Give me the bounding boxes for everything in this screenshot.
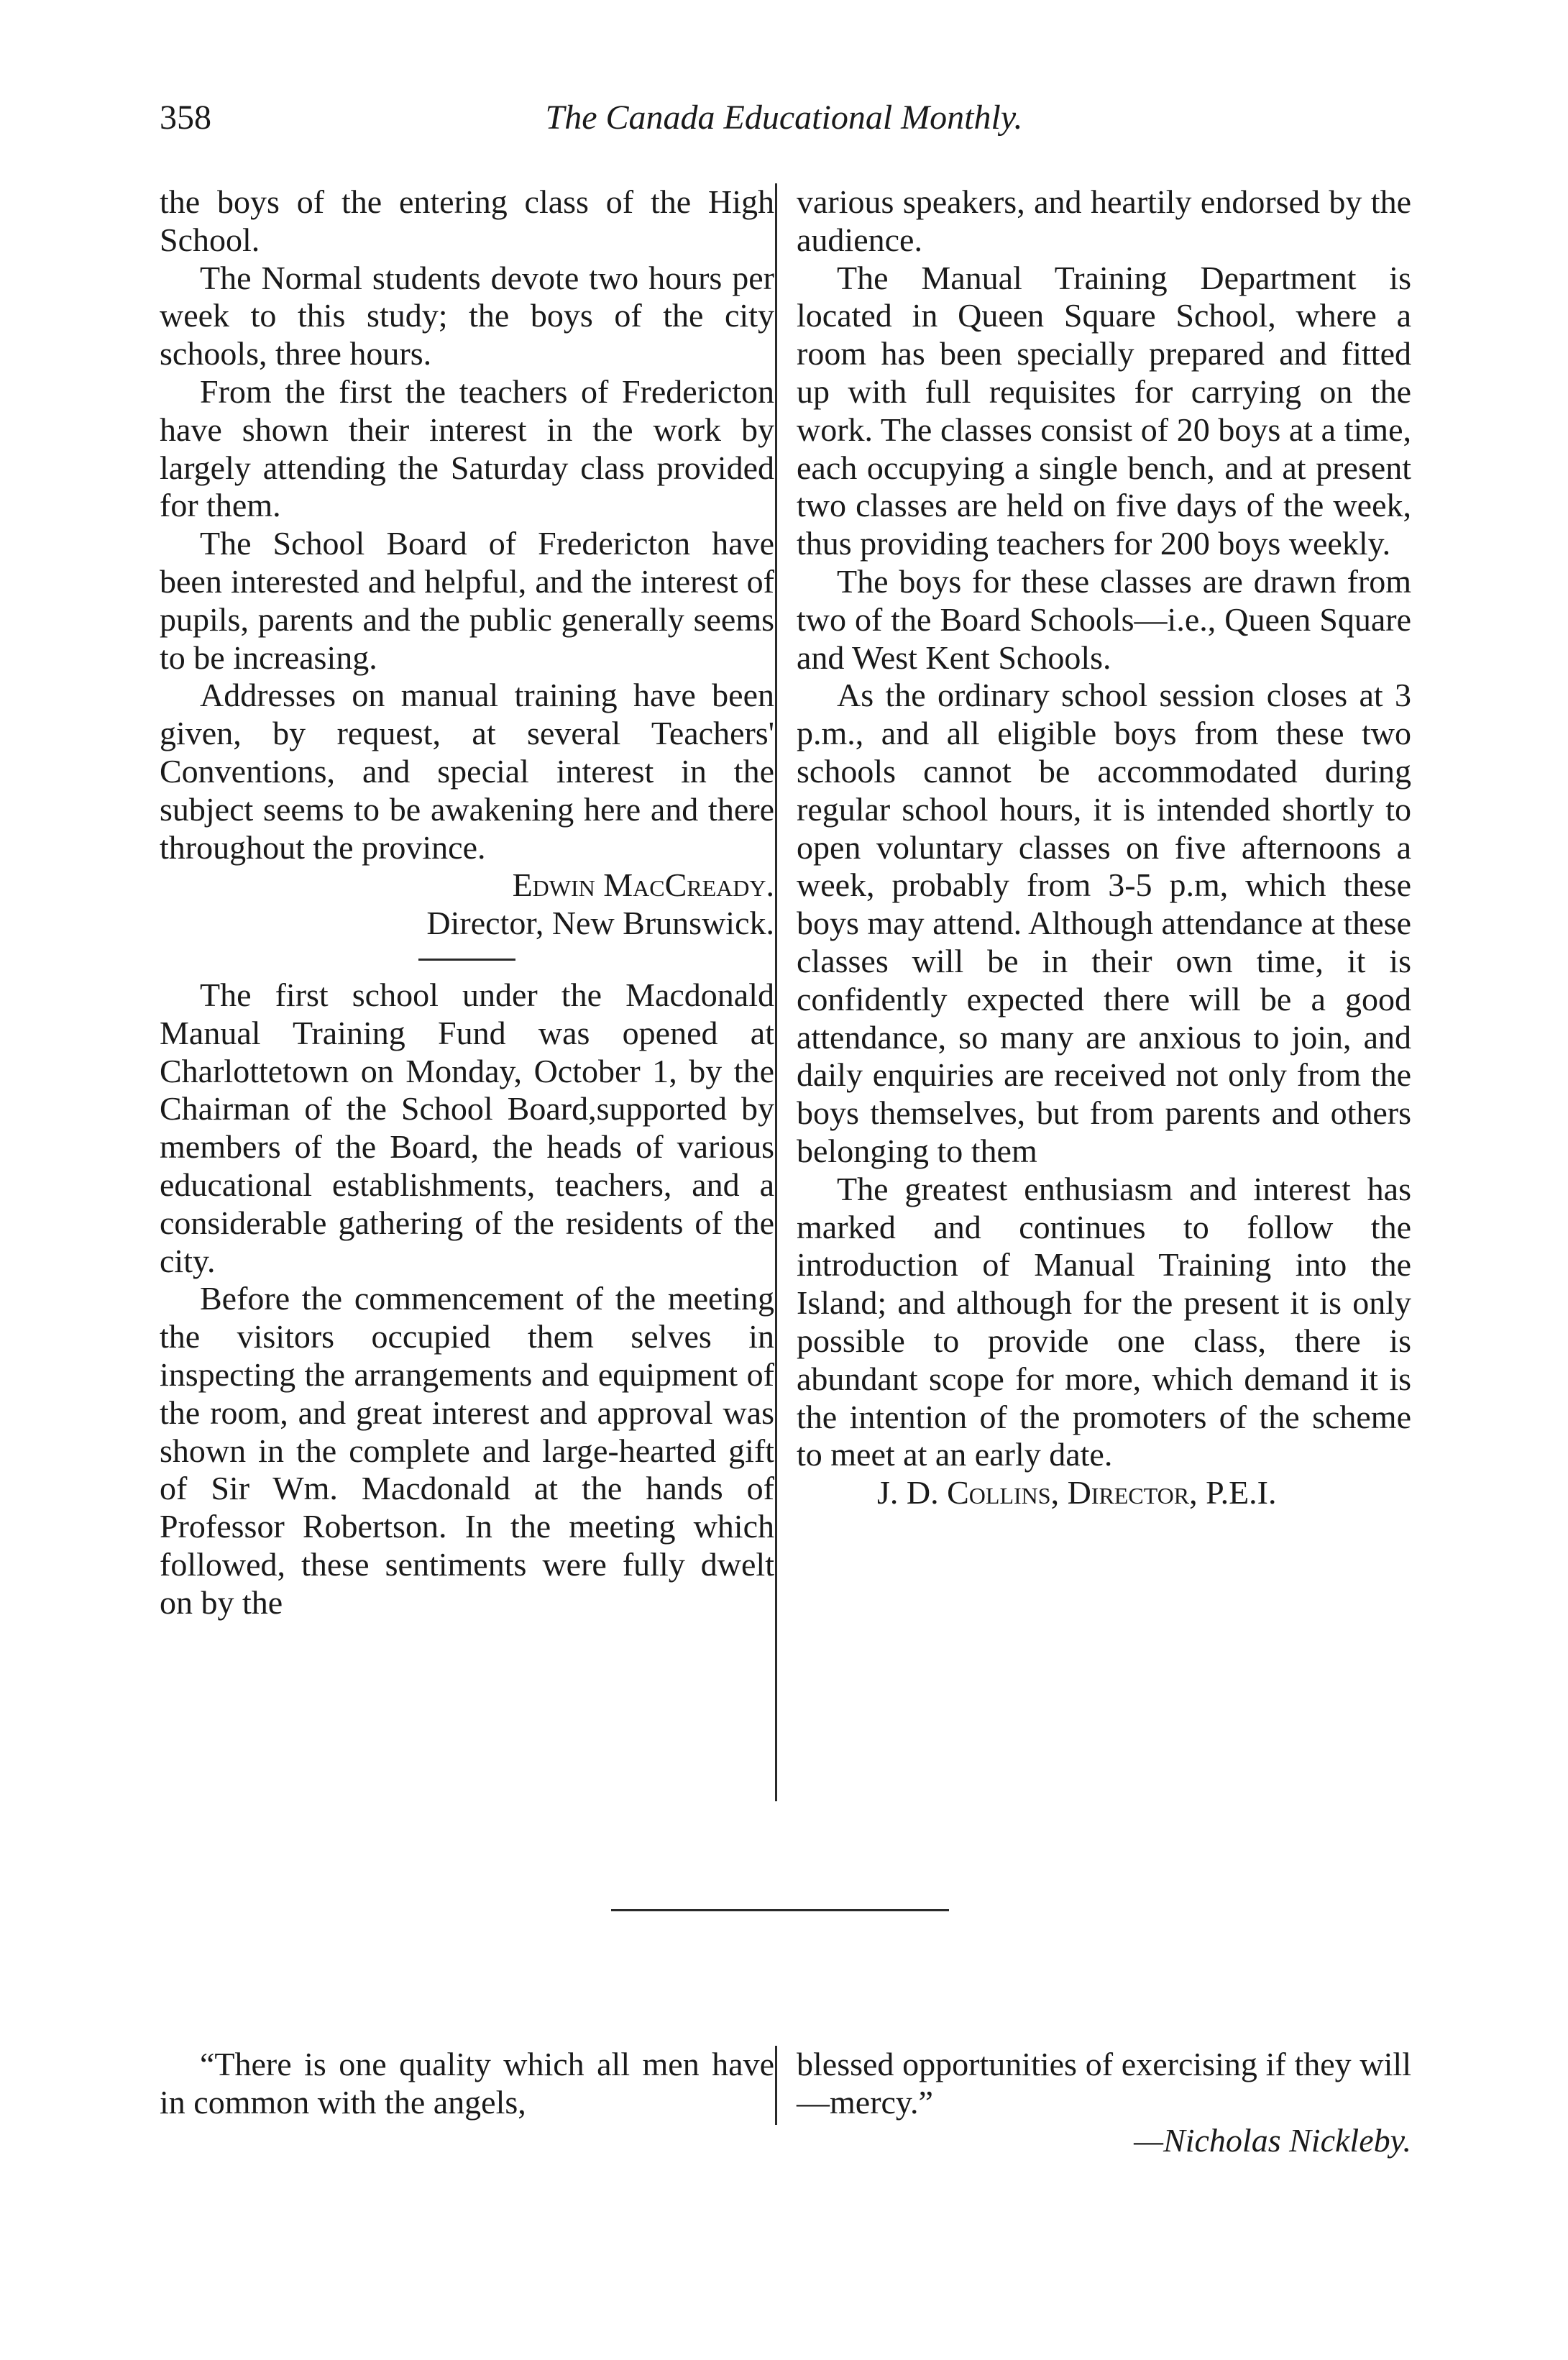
paragraph: The first school under the Macdonald Manual Training Fund was opened at Charlottetown on Monday, October 1, by the Chairman of the School Board,supported by members of the Board, the heads of various educational establishments, teachers, and a considerable gathering of the residents of the city. bbox=[160, 976, 774, 1279]
signature: J. D. Collins, Director, P.E.I. bbox=[877, 1474, 1277, 1511]
paragraph: The boys for these classes are drawn from two of the Board Schools—i.e., Queen Square and West Kent Schools. bbox=[797, 562, 1411, 676]
column-divider bbox=[775, 183, 777, 1801]
running-title: The Canada Educational Monthly. bbox=[545, 99, 1023, 137]
paragraph: Addresses on manual training have been given, by request, at several Teachers' Conventions, and special interest in the subject seems to be awakening here and there throughout the province. bbox=[160, 677, 774, 866]
quote-source: —Nicholas Nickleby. bbox=[1134, 2121, 1411, 2159]
paragraph: various speakers, and heartily endorsed by the audience. bbox=[797, 183, 1411, 258]
quote-left bbox=[160, 2046, 774, 2122]
quote-text: “There is one quality which all men have in common with the angels, bbox=[160, 2046, 774, 2121]
quote-text: blessed opportunities of exercising if they will—mercy.” bbox=[797, 2046, 1411, 2121]
signature-name: Edwin MacCready. bbox=[512, 866, 774, 904]
paragraph: The Normal students devote two hours per week to this study; the boys of the city schools, three hours. bbox=[160, 259, 774, 372]
paragraph: the boys of the entering class of the High School. bbox=[160, 183, 774, 258]
paragraph: Before the commencement of the meeting the visitors occupied them selves in inspecting the arrangements and equipment of the room, and great interest and approval was shown in the complete and large-hearted gift of Sir Wm. Macdonald at the hands of Professor Robertson. In the meeting which followed, these sentiments were fully dwelt on by the bbox=[160, 1280, 774, 1621]
paragraph: The greatest enthusiasm and interest has marked and continues to follow the introduction of Manual Training into the Island; and although for the present it is only possible to provide one class, there is abundant scope for more, which demand it is the intention of the promoters of the scheme to meet at an early date. bbox=[797, 1170, 1411, 1473]
paragraph: From the first the teachers of Fredericton have shown their interest in the work by largely attending the Saturday class provided for them. bbox=[160, 372, 774, 524]
paragraph: The Manual Training Department is located in Queen Square School, where a room has been specially prepared and fitted up with full requisites for carrying on the work. The classes consist of 20 boys at a time, each occupying a single bench, and at present two classes are held on five days of the week, thus providing teachers for 200 boys weekly. bbox=[797, 259, 1411, 562]
section-divider bbox=[418, 959, 515, 961]
signature-title: Director, New Brunswick. bbox=[426, 905, 774, 942]
left-column bbox=[160, 183, 774, 1622]
page-number: 358 bbox=[160, 99, 211, 137]
paragraph: As the ordinary school session closes at 3 p.m., and all eligible boys from these two schools cannot be accommodated during regular school hours, it is intended shortly to open voluntary classes on five afternoons a week, probably from 3-5 p.m, which these boys may attend. Although attendance at these classes will be in their own time, it is confidently expected there will be a good attendance, so many are anxious to join, and daily enquiries are received not only from the boys themselves, but from parents and others belonging to them bbox=[797, 677, 1411, 1169]
column-divider bbox=[775, 2046, 777, 2125]
paragraph: The School Board of Fredericton have been interested and helpful, and the interest of pupils, parents and the public generally seems to be increasing. bbox=[160, 525, 774, 676]
right-column bbox=[797, 183, 1411, 1512]
quote-right bbox=[797, 2046, 1411, 2159]
section-divider bbox=[611, 1909, 949, 1911]
